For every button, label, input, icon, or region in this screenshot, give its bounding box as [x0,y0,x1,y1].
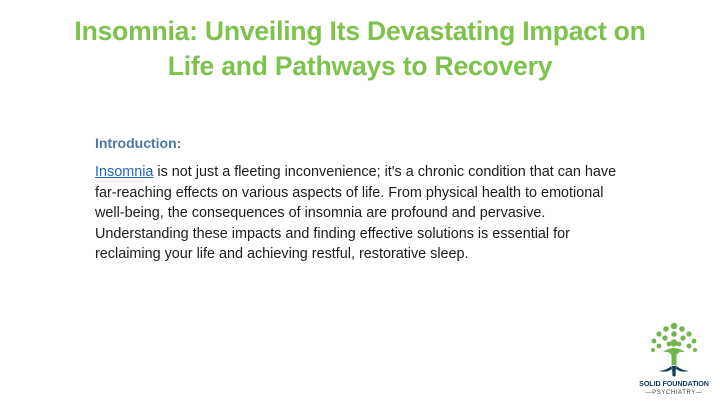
logo-subtitle: —PSYCHIATRY— [645,390,703,396]
tree-person-icon [649,322,699,378]
solid-foundation-logo [632,322,716,402]
logo-name: SOLID FOUNDATION [639,379,709,388]
intro-text: is not just a fleeting inconvenience; it's a chronic condition that can have far-reaching effects on various aspects of life. From physical health to emotional well-being, the consequences of insomnia are profound and pervasive. Understanding these impacts and finding effective solutions is essential for reclaiming your life and achieving restful, restorative sleep. [95,164,617,263]
insomnia-link[interactable]: Insomnia [95,164,154,180]
intro-paragraph [95,162,627,265]
section-heading: Introduction: [95,135,182,151]
slide-title: Insomnia: Unveiling Its Devastating Impact on Life and Pathways to Recovery [74,16,646,81]
